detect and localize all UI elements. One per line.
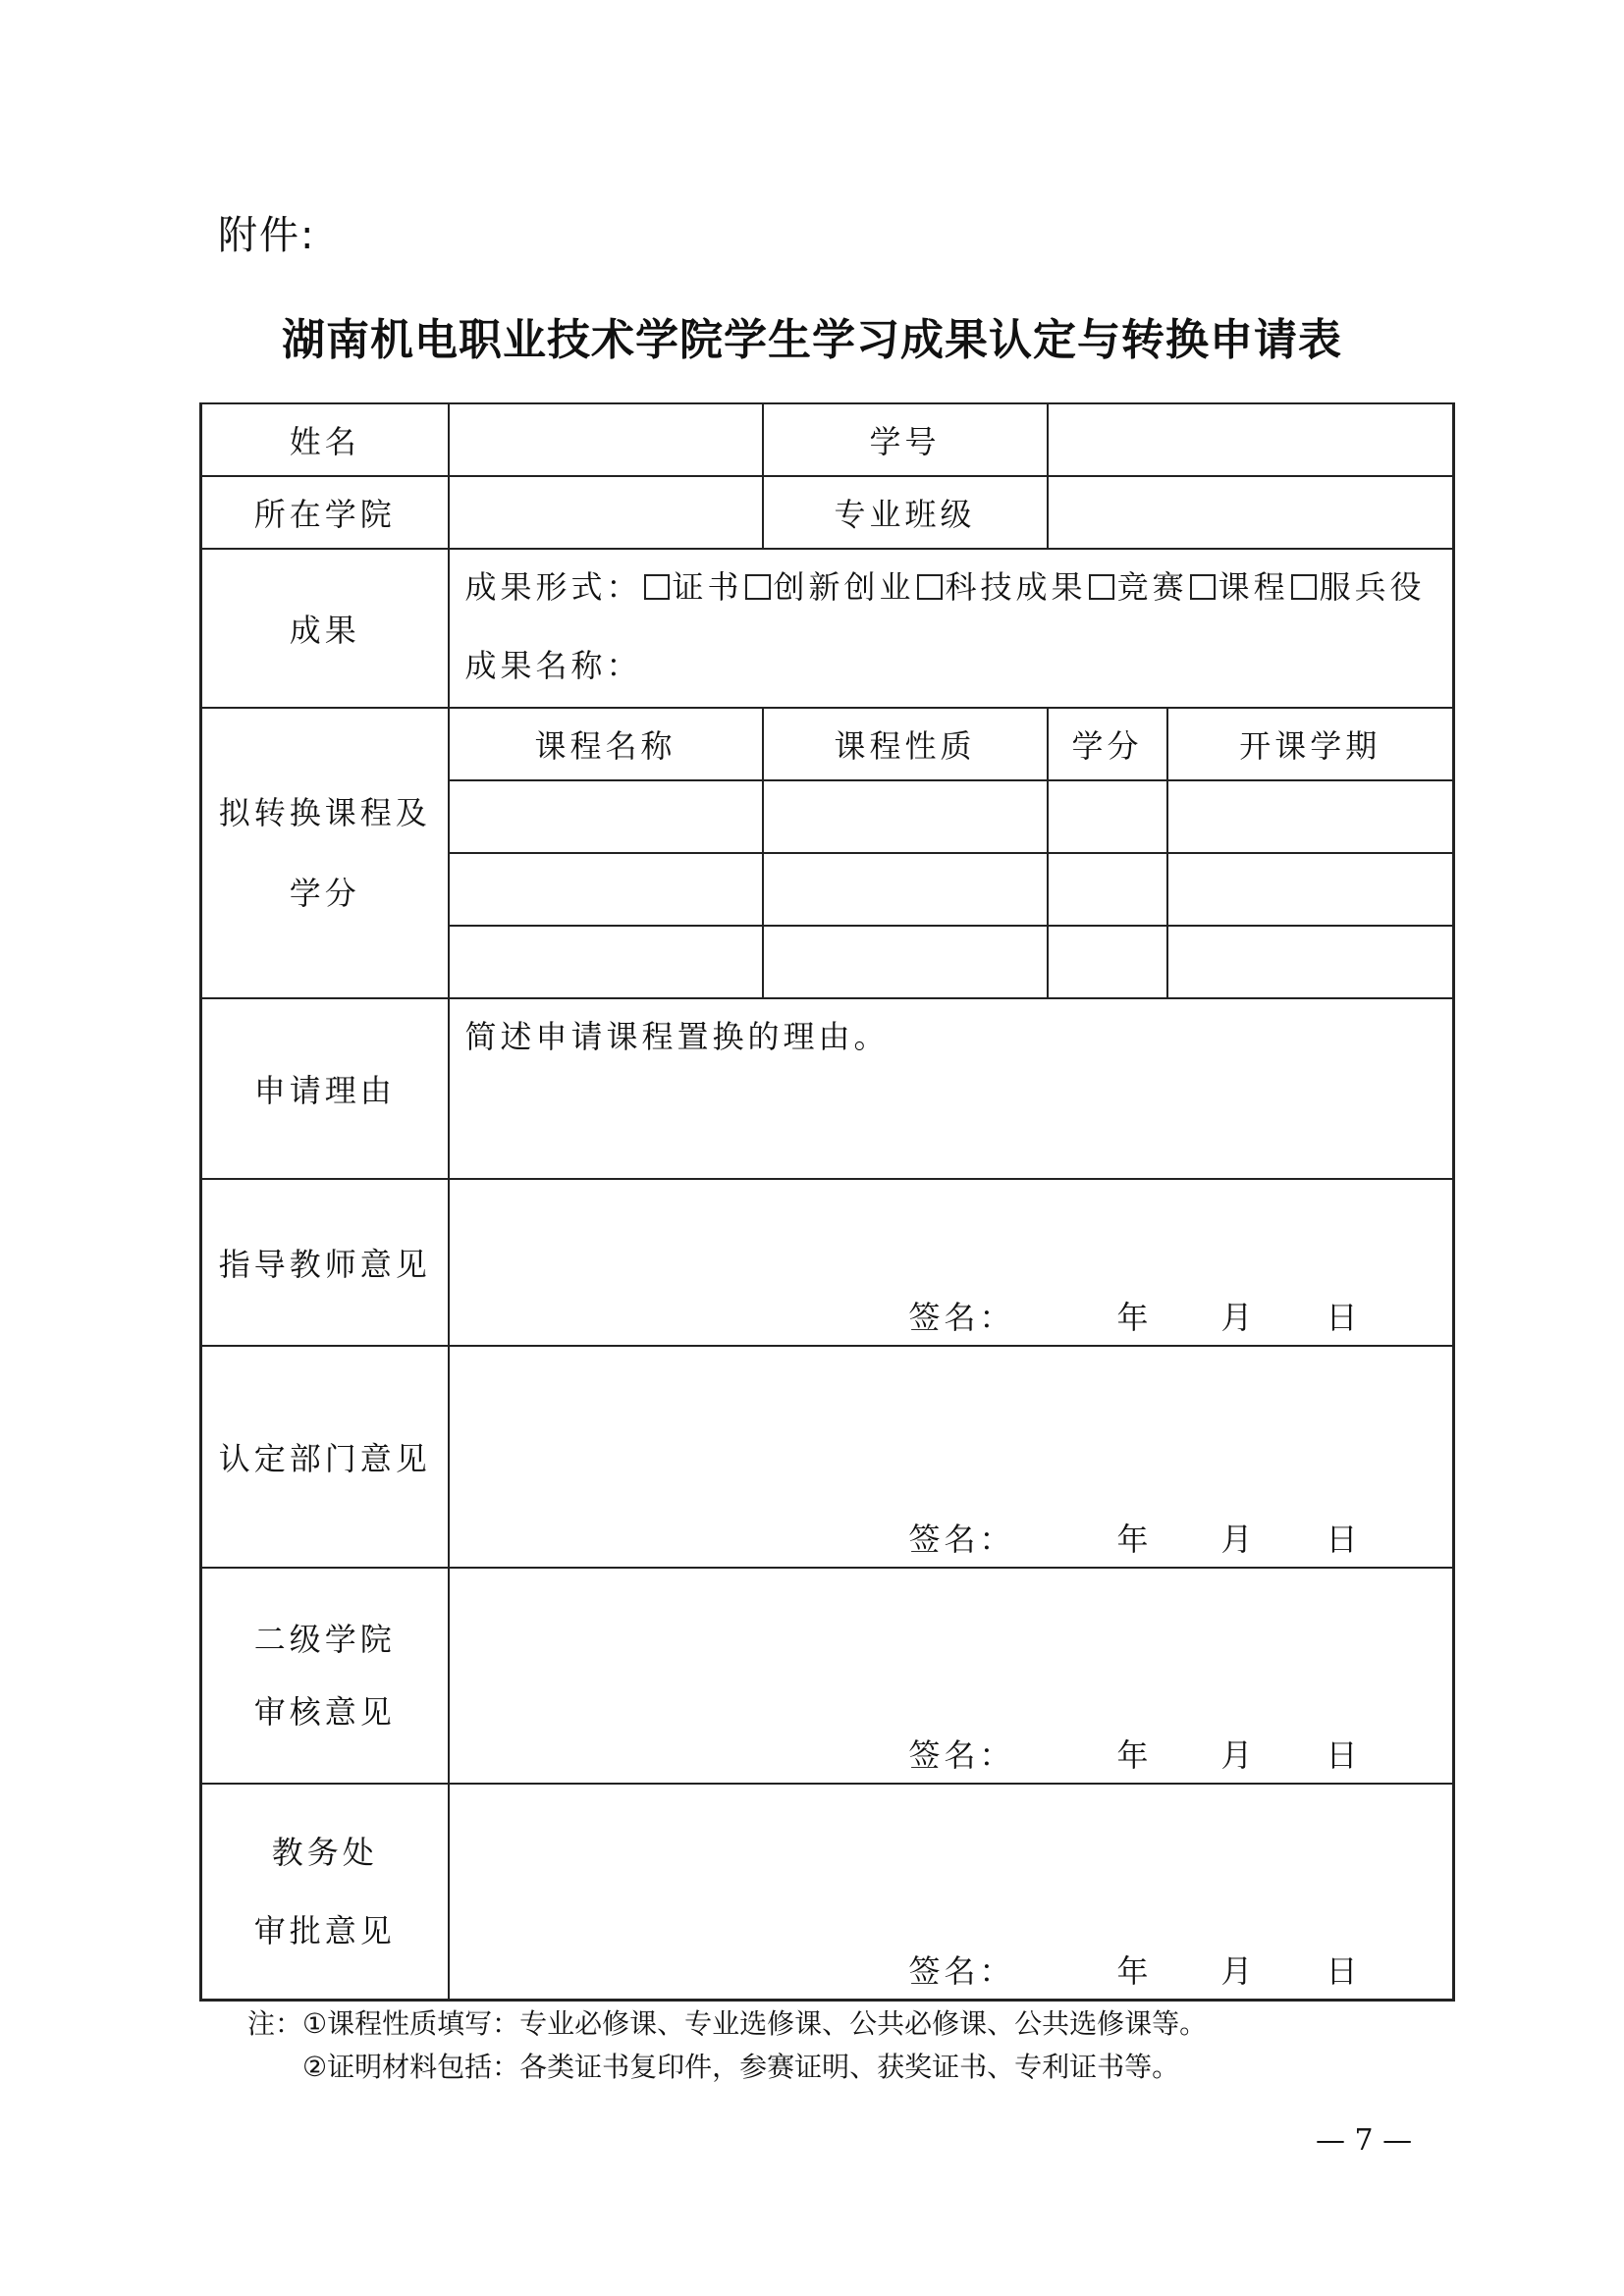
student-id-label: 学号 [869,423,941,460]
course-nature-field[interactable] [763,926,1048,998]
year-label: 年 [1116,1736,1153,1774]
academic-office-label-cell [201,1784,449,2000]
reason-label: 申请理由 [253,1072,396,1109]
reason-label-cell [201,998,449,1179]
achievement-form-prefix: 成果形式： [464,568,642,606]
row-name [201,403,1454,476]
notes [247,2002,1207,2089]
course-section-label-line1: 拟转换课程及 [218,794,431,831]
sign-label: 签名： [908,1521,1015,1558]
row-advisor-opinion [201,1179,1454,1346]
tech-achievement-checkbox[interactable] [917,574,943,600]
college-label: 所在学院 [253,496,396,533]
sign-label: 签名： [908,1736,1015,1774]
option-certificate: 证书 [672,568,743,606]
course-section-label-cell [201,708,449,998]
option-military-service: 服兵役 [1319,568,1426,606]
credit-field[interactable] [1048,926,1167,998]
row-college-review [201,1568,1454,1784]
achievement-name-line [450,646,1453,685]
college-review-label-cell [201,1568,449,1784]
achievement-name-label: 成果名称： [464,647,642,684]
year-label: 年 [1116,1951,1153,1990]
month-label: 月 [1220,1299,1257,1336]
name-label: 姓名 [289,423,360,460]
row-course-header [201,708,1454,780]
course-checkbox[interactable] [1190,574,1216,600]
certificate-checkbox[interactable] [644,574,670,600]
course-name-field[interactable] [449,853,763,926]
credit-field[interactable] [1048,853,1167,926]
signature-line [450,1520,1453,1559]
dept-opinion-field[interactable] [449,1346,1454,1568]
major-class-field[interactable] [1048,476,1454,549]
note-1: 注：①课程性质填写：专业必修课、专业选修课、公共必修课、公共选修课等。 [247,2007,1208,2040]
page-number: — 7 — [1316,2123,1413,2158]
credit-header: 学分 [1048,708,1167,780]
college-review-label-line2: 审核意见 [253,1693,396,1731]
college-review-label [202,1603,448,1748]
student-id-field[interactable] [1048,403,1454,476]
dept-label: 认定部门意见 [218,1440,431,1477]
semester-header: 开课学期 [1167,708,1454,780]
row-college [201,476,1454,549]
sign-label: 签名： [908,1951,1015,1990]
year-label: 年 [1116,1521,1153,1558]
option-innovation: 创新创业 [773,568,915,606]
day-label: 日 [1326,1299,1362,1336]
option-course: 课程 [1218,568,1289,606]
advisor-label-cell [201,1179,449,1346]
semester-field[interactable] [1167,926,1454,998]
signature-line [450,1298,1453,1337]
day-label: 日 [1326,1736,1362,1774]
college-review-label-line1: 二级学院 [253,1621,396,1658]
month-label: 月 [1220,1736,1257,1774]
college-label-cell [201,476,449,549]
college-field[interactable] [449,476,763,549]
month-label: 月 [1220,1521,1257,1558]
signature-line [450,1951,1453,1991]
reason-hint: 简述申请课程置换的理由。 [464,1018,890,1055]
name-label-cell [201,403,449,476]
option-competition: 竞赛 [1116,568,1188,606]
row-reason [201,998,1454,1179]
course-nature-field[interactable] [763,853,1048,926]
course-name-header: 课程名称 [449,708,763,780]
academic-office-label [202,1813,448,1970]
innovation-checkbox[interactable] [745,574,771,600]
course-nature-header: 课程性质 [763,708,1048,780]
course-section-label [202,773,448,934]
course-name-field[interactable] [449,780,763,853]
achievement-label-cell [201,549,449,708]
course-nature-field[interactable] [763,780,1048,853]
reason-field[interactable] [449,998,1454,1179]
course-section-label-line2: 学分 [289,875,360,912]
student-id-label-cell [763,403,1048,476]
military-service-checkbox[interactable] [1291,574,1317,600]
name-field[interactable] [449,403,763,476]
college-review-field[interactable] [449,1568,1454,1784]
achievement-label: 成果 [289,612,360,649]
academic-office-label-line2: 审批意见 [253,1911,396,1949]
month-label: 月 [1220,1951,1257,1990]
row-achievement [201,549,1454,708]
year-label: 年 [1116,1299,1153,1336]
advisor-opinion-field[interactable] [449,1179,1454,1346]
semester-field[interactable] [1167,780,1454,853]
major-class-label-cell [763,476,1048,549]
achievement-form-line [450,567,1453,607]
signature-line [450,1735,1453,1775]
competition-checkbox[interactable] [1089,574,1114,600]
sign-label: 签名： [908,1299,1015,1336]
academic-office-label-line1: 教务处 [271,1833,378,1871]
academic-office-field[interactable] [449,1784,1454,2000]
note-2: ②证明材料包括：各类证书复印件，参赛证明、获奖证书、专利证书等。 [302,2051,1180,2083]
option-tech-achievement: 科技成果 [945,568,1087,606]
row-academic-office [201,1784,1454,2000]
advisor-label: 指导教师意见 [218,1246,431,1283]
day-label: 日 [1326,1951,1362,1990]
dept-label-cell [201,1346,449,1568]
form-title: 湖南机电职业技术学院学生学习成果认定与转换申请表 [282,315,1342,365]
application-form-table [199,402,1455,2002]
attachment-label: 附件: [218,213,316,258]
achievement-content-cell [449,549,1454,708]
row-dept-opinion [201,1346,1454,1568]
day-label: 日 [1326,1521,1362,1558]
major-class-label: 专业班级 [834,496,976,533]
credit-field[interactable] [1048,780,1167,853]
course-name-field[interactable] [449,926,763,998]
semester-field[interactable] [1167,853,1454,926]
